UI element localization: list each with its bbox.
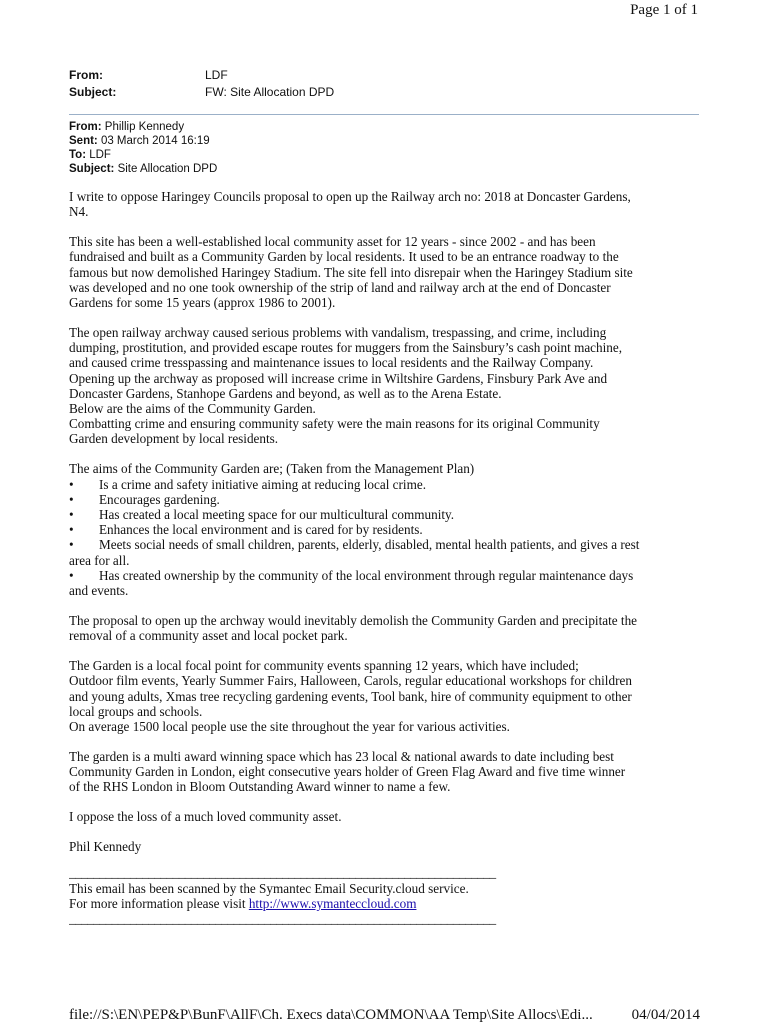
aim-item-continued: area for all. bbox=[69, 552, 130, 568]
separator-line: ______________________________________________________________________ bbox=[69, 911, 496, 927]
aim-item: • Has created a local meeting space for our multicultural community. bbox=[69, 507, 455, 523]
original-sent-line bbox=[69, 134, 210, 148]
body-line: dumping, prostitution, and provided escape routes for muggers from the Sainsbury’s cash point machine, bbox=[69, 340, 623, 356]
aim-item: • Encourages gardening. bbox=[69, 491, 220, 507]
footer-date: 04/04/2014 bbox=[631, 1007, 700, 1023]
paragraph-aims bbox=[69, 461, 705, 598]
body-line: Combatting crime and ensuring community safety were the main reasons for its original Community bbox=[69, 416, 600, 432]
header-subject-value: FW: Site Allocation DPD bbox=[205, 85, 335, 99]
scan-notice bbox=[69, 865, 705, 926]
body-line: This site has been a well-established local community asset for 12 years - since 2002 - and has been bbox=[69, 234, 596, 250]
aim-item-continued: and events. bbox=[69, 583, 129, 599]
body-line: Opening up the archway as proposed will increase crime in Wiltshire Gardens, Finsbury Park Ave and bbox=[69, 370, 608, 386]
body-line: Below are the aims of the Community Garden. bbox=[69, 401, 316, 417]
aims-intro: The aims of the Community Garden are; (Taken from the Management Plan) bbox=[69, 461, 475, 477]
signature bbox=[69, 839, 705, 854]
body-line: fundraised and built as a Community Garden by local residents. It used to be an entrance roadway to the bbox=[69, 249, 619, 265]
original-subject-label: Subject: bbox=[69, 163, 115, 175]
original-to-label: To: bbox=[69, 149, 87, 161]
original-from-value: Phillip Kennedy bbox=[101, 121, 185, 133]
original-to-line bbox=[69, 148, 111, 162]
body-line: N4. bbox=[69, 204, 89, 220]
aim-item: • Meets social needs of small children, parents, elderly, disabled, mental health patients, and gives a rest bbox=[69, 537, 640, 553]
email-body bbox=[69, 189, 705, 926]
body-line: and young adults, Xmas tree recycling gardening events, Tool bank, hire of community equipment to other bbox=[69, 688, 632, 704]
body-line: local groups and schools. bbox=[69, 703, 203, 719]
original-to-value: LDF bbox=[86, 149, 111, 161]
paragraph-opposition bbox=[69, 189, 705, 219]
aim-item: • Has created ownership by the community of the local environment through regular maintenance days bbox=[69, 567, 634, 583]
original-from-label: From: bbox=[69, 121, 102, 133]
body-line: of the RHS London in Bloom Outstanding Award winner to name a few. bbox=[69, 779, 451, 795]
original-sent-value: 03 March 2014 16:19 bbox=[97, 135, 210, 147]
paragraph-community-events bbox=[69, 658, 705, 734]
bullet-icon: • bbox=[69, 537, 74, 553]
body-line: The open railway archway caused serious problems with vandalism, trespassing, and crime, including bbox=[69, 325, 607, 341]
scan-notice-line: For more information please visit http://www.symanteccloud.com bbox=[69, 895, 417, 911]
body-line: was developed and no one took ownership of the strip of land and railway arch at the end of Doncaster bbox=[69, 279, 611, 295]
footer-file-path: file://S:\EN\PEP&P\BunF\AllF\Ch. Execs data\COMMON\AA Temp\Site Allocs\Edi... bbox=[69, 1007, 593, 1023]
separator-line: ______________________________________________________________________ bbox=[69, 865, 496, 881]
original-subject-value: Site Allocation DPD bbox=[114, 163, 218, 175]
paragraph-crime-problems bbox=[69, 325, 705, 447]
body-line: Garden development by local residents. bbox=[69, 431, 279, 447]
body-line: famous but now demolished Haringey Stadium. The site fell into disrepair when the Haringey Stadium site bbox=[69, 264, 633, 280]
body-line: Outdoor film events, Yearly Summer Fairs, Halloween, Carols, regular educational workshops for children bbox=[69, 673, 632, 689]
symantec-link[interactable]: http://www.symanteccloud.com bbox=[248, 895, 417, 911]
body-line: Doncaster Gardens, Stanhope Gardens and beyond, as well as to the Arena Estate. bbox=[69, 385, 502, 401]
original-sent-label: Sent: bbox=[69, 135, 98, 147]
aim-item: • Is a crime and safety initiative aiming at reducing local crime. bbox=[69, 476, 426, 492]
header-from-label: From: bbox=[69, 68, 103, 82]
paragraph-proposal-impact bbox=[69, 613, 705, 643]
body-line: On average 1500 local people use the site throughout the year for various activities. bbox=[69, 719, 510, 735]
bullet-icon: • bbox=[69, 507, 74, 523]
body-line: The proposal to open up the archway would inevitably demolish the Community Garden and precipitate the bbox=[69, 613, 638, 629]
header-from-value: LDF bbox=[205, 68, 228, 82]
bullet-icon: • bbox=[69, 491, 74, 507]
body-line: I write to oppose Haringey Councils proposal to open up the Railway arch no: 2018 at Doncaster Gardens, bbox=[69, 189, 631, 204]
bullet-icon: • bbox=[69, 567, 74, 583]
bullet-icon: • bbox=[69, 476, 74, 492]
body-line: I oppose the loss of a much loved community asset. bbox=[69, 809, 342, 825]
scan-notice-line: This email has been scanned by the Symantec Email Security.cloud service. bbox=[69, 880, 469, 896]
original-subject-line bbox=[69, 162, 217, 176]
body-line: Gardens for some 15 years (approx 1986 to 2001). bbox=[69, 295, 336, 311]
original-from-line bbox=[69, 120, 184, 134]
paragraph-site-history bbox=[69, 234, 705, 310]
header-subject-label: Subject: bbox=[69, 85, 117, 99]
signature-name: Phil Kennedy bbox=[69, 839, 142, 855]
paragraph-awards bbox=[69, 749, 705, 795]
page-number: Page 1 of 1 bbox=[630, 2, 698, 18]
body-line: Community Garden in London, eight consecutive years holder of Green Flag Award and five time winner bbox=[69, 764, 626, 780]
body-line: removal of a community asset and local pocket park. bbox=[69, 628, 348, 644]
paragraph-closing bbox=[69, 809, 705, 824]
body-line: and caused crime tresspassing and maintenance issues to local residents and the Railway Company. bbox=[69, 355, 594, 371]
body-line: The garden is a multi award winning space which has 23 local & national awards to date including best bbox=[69, 749, 614, 765]
bullet-icon: • bbox=[69, 522, 74, 538]
aim-item: • Enhances the local environment and is cared for by residents. bbox=[69, 522, 423, 538]
body-line: The Garden is a local focal point for community events spanning 12 years, which have included; bbox=[69, 658, 579, 674]
header-divider bbox=[69, 114, 699, 115]
